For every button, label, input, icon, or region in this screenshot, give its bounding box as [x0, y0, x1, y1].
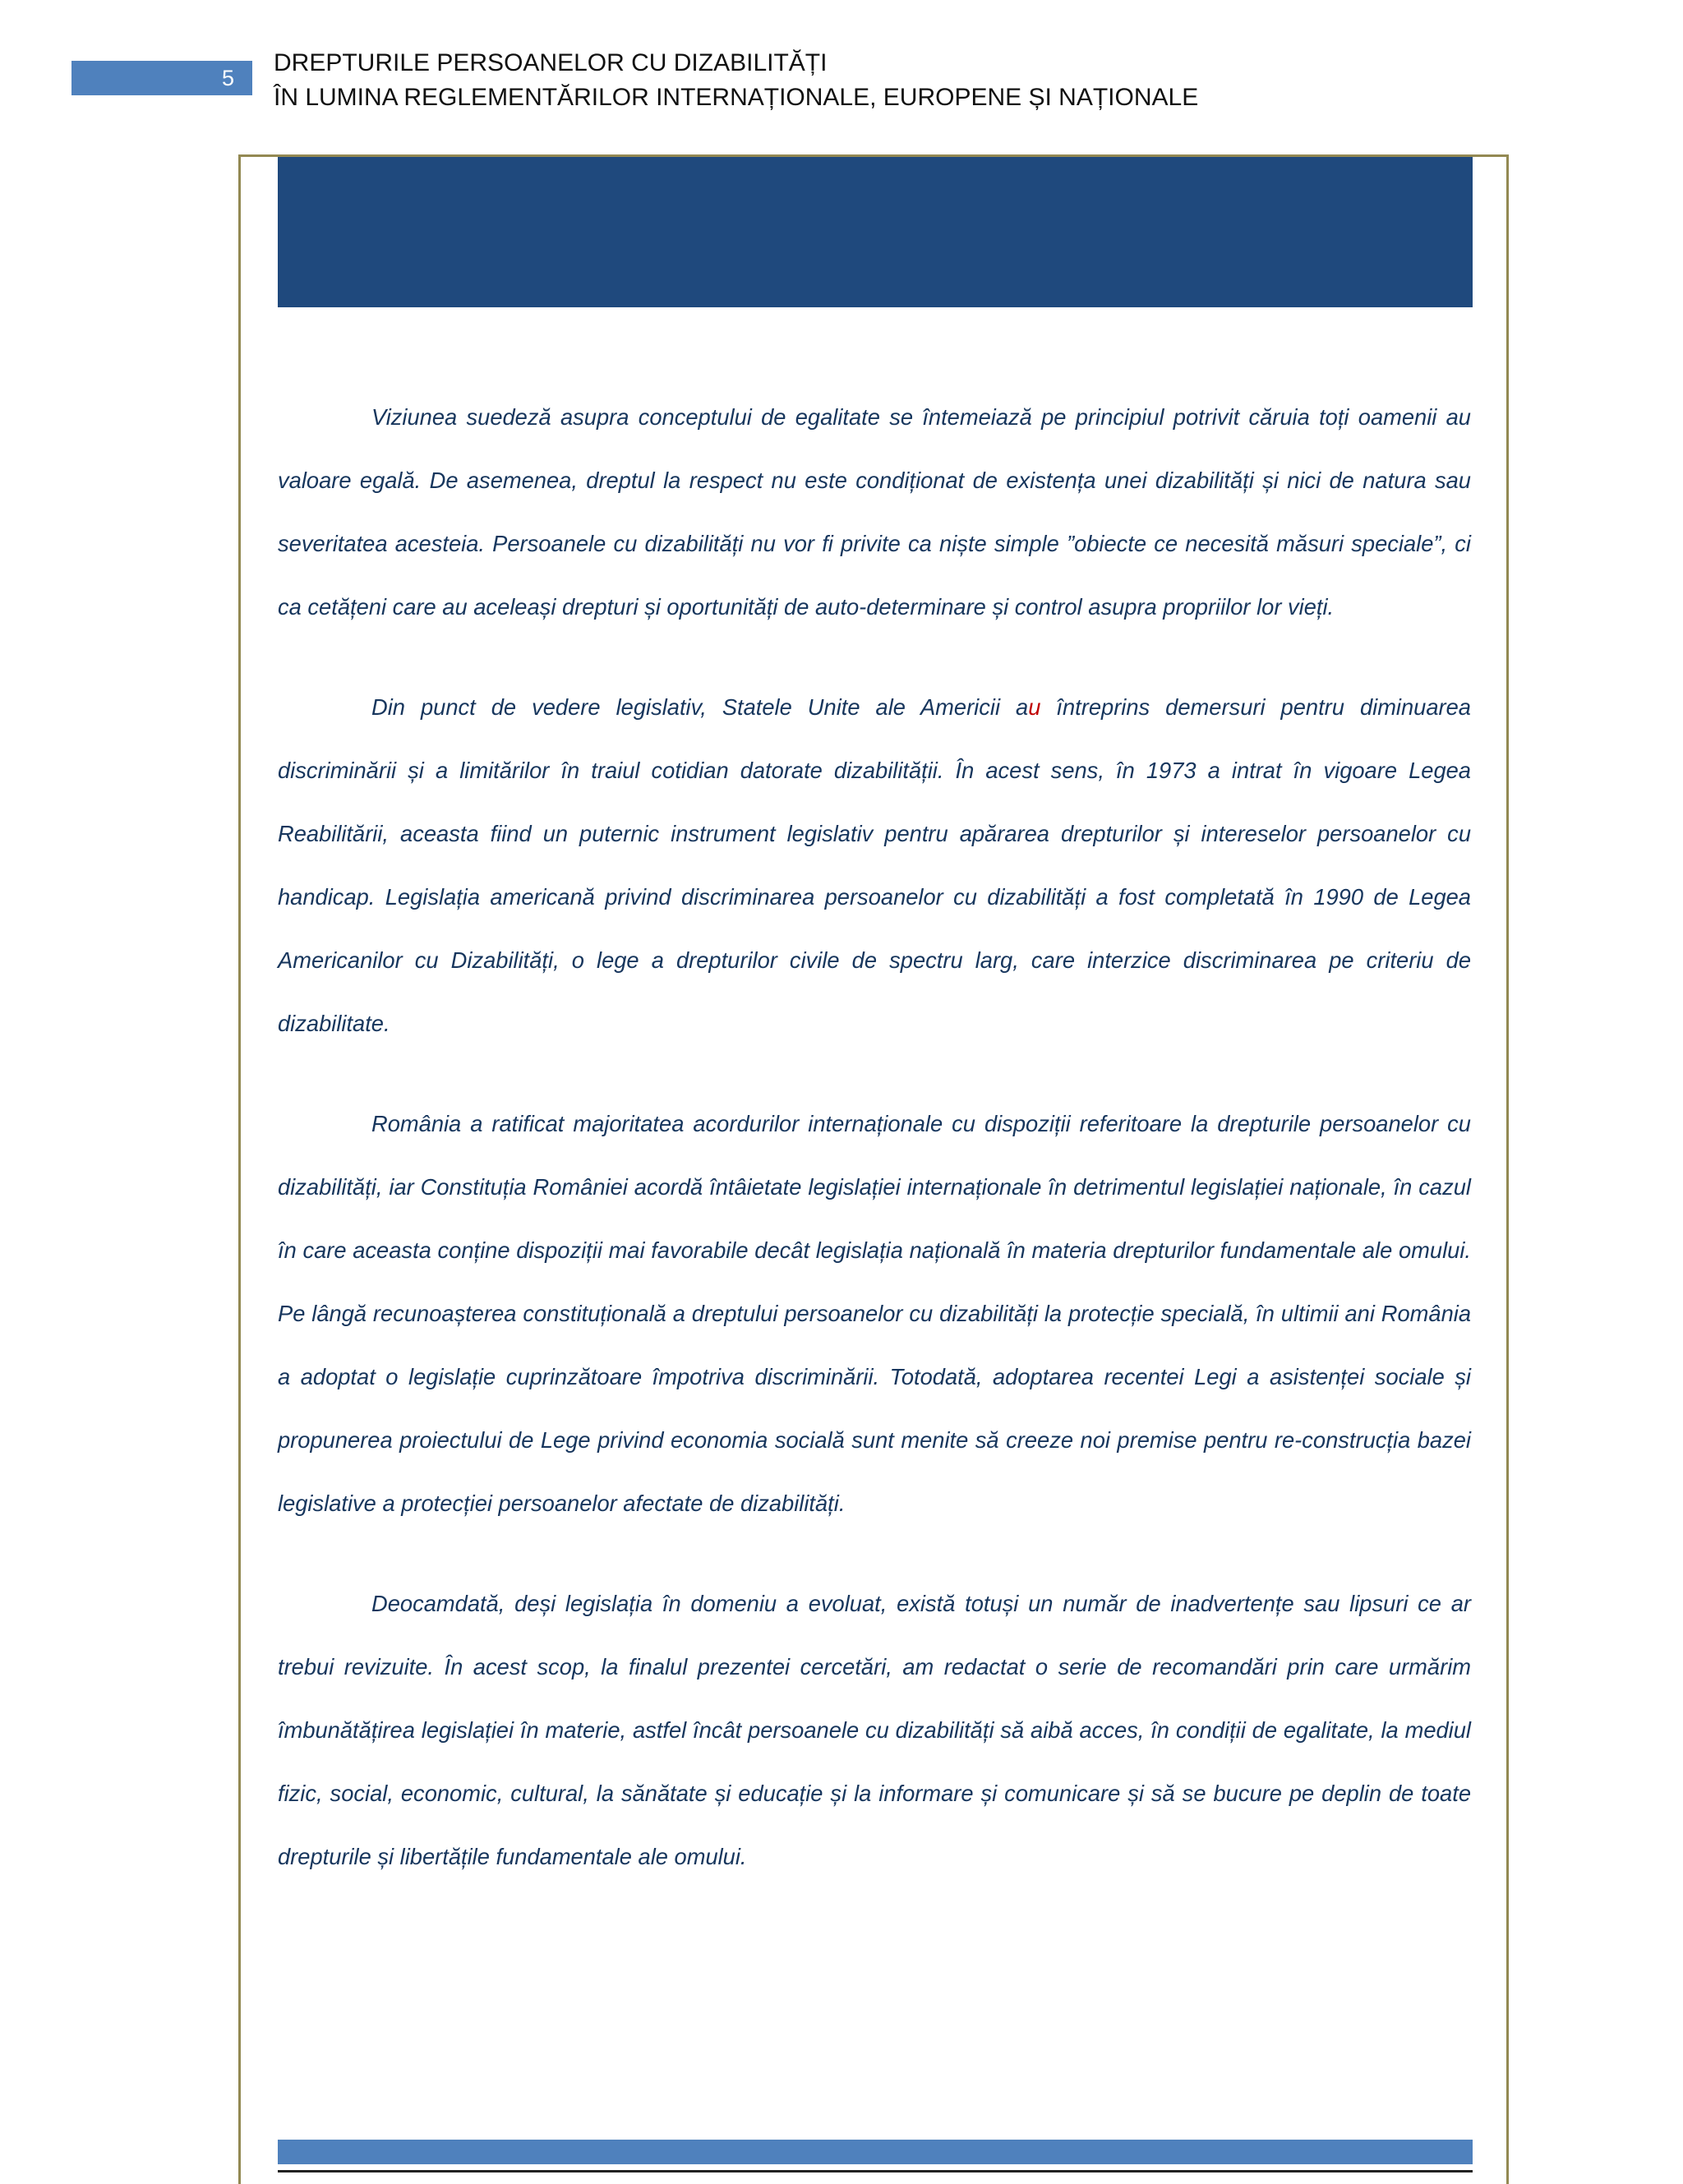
- paragraph-3: România a ratificat majoritatea acordurilor internaționale cu dispoziții referitoare la drepturile persoanelor cu dizabilități, iar Constituția României acordă întâietate legislației internaționale în detrimentul legislației naționale, în cazul în care aceasta conține dispoziții mai favorabile decât legislația națională în materia drepturilor fundamentale ale omului. Pe lângă recunoașterea constituțională a dreptului persoanelor cu dizabilități la protecție specială, în ultimii ani România a adoptat o legislație cuprinzătoare împotriva discriminării. Totodată, adoptarea recentei Legi a asistenței sociale și propunerea proiectului de Lege privind economia socială sunt menite să creeze noi premise pentru re-construcția bazei legislative a protecției persoanelor afectate de dizabilități.: [278, 1111, 1471, 1516]
- running-header: [274, 46, 1198, 115]
- page-frame: [238, 154, 1509, 2184]
- paragraph-2-highlight: u: [1028, 694, 1041, 720]
- bottom-rule: [278, 2170, 1473, 2172]
- running-header-line-1: DREPTURILE PERSOANELOR CU DIZABILITĂȚI: [274, 49, 828, 76]
- document-body: [278, 385, 1471, 1925]
- paragraph-2: [278, 675, 1471, 1055]
- paragraph-4: Deocamdată, deși legislația în domeniu a evoluat, există totuși un număr de inadvertențe sau lipsuri ce ar trebui revizuite. În acest scop, la finalul prezentei cercetări, am redactat o serie de recomandări prin care urmărim îmbunătățirea legislației în materie, astfel încât persoanele cu dizabilități să aibă acces, în condiții de egalitate, la mediul fizic, social, economic, cultural, la sănătate și educație și la informare și comunicare și să se bucure pe deplin de toate drepturile și libertățile fundamentale ale omului.: [278, 1591, 1471, 1869]
- page-number-badge: [71, 61, 252, 95]
- page-number: 5: [221, 66, 234, 90]
- paragraph-2-text-start: Din punct de vedere legislativ, Statele Unite ale Americii a: [371, 694, 1029, 720]
- top-color-band: [278, 157, 1473, 307]
- paragraph-1: Viziunea suedeză asupra conceptului de egalitate se întemeiază pe principiul potrivit căruia toți oamenii au valoare egală. De asemenea, dreptul la respect nu este condiționat de existența unei dizabilități și nici de natura sau severitatea acesteia. Persoanele cu dizabilități nu vor fi privite ca niște simple ”obiecte ce necesită măsuri speciale”, ci ca cetățeni care au aceleași drepturi și oportunități de auto-determinare și control asupra propriilor lor vieți.: [278, 404, 1471, 620]
- running-header-line-2: ÎN LUMINA REGLEMENTĂRILOR INTERNAȚIONALE, EUROPENE ȘI NAȚIONALE: [274, 84, 1199, 111]
- paragraph-2-text-end: întreprins demersuri pentru diminuarea discriminării și a limitărilor în traiul cotidian datorate dizabilității. În acest sens, în 1973 a intrat în vigoare Legea Reabilitării, aceasta fiind un puternic instrument legislativ pentru apărarea drepturilor și intereselor persoanelor cu handicap. Legislația americană privind discriminarea persoanelor cu dizabilități a fost completată în 1990 de Legea Americanilor cu Dizabilități, o lege a drepturilor civile de spectru larg, care interzice discriminarea pe criteriu de dizabilitate.: [278, 694, 1471, 1036]
- bottom-color-band: [278, 2140, 1473, 2164]
